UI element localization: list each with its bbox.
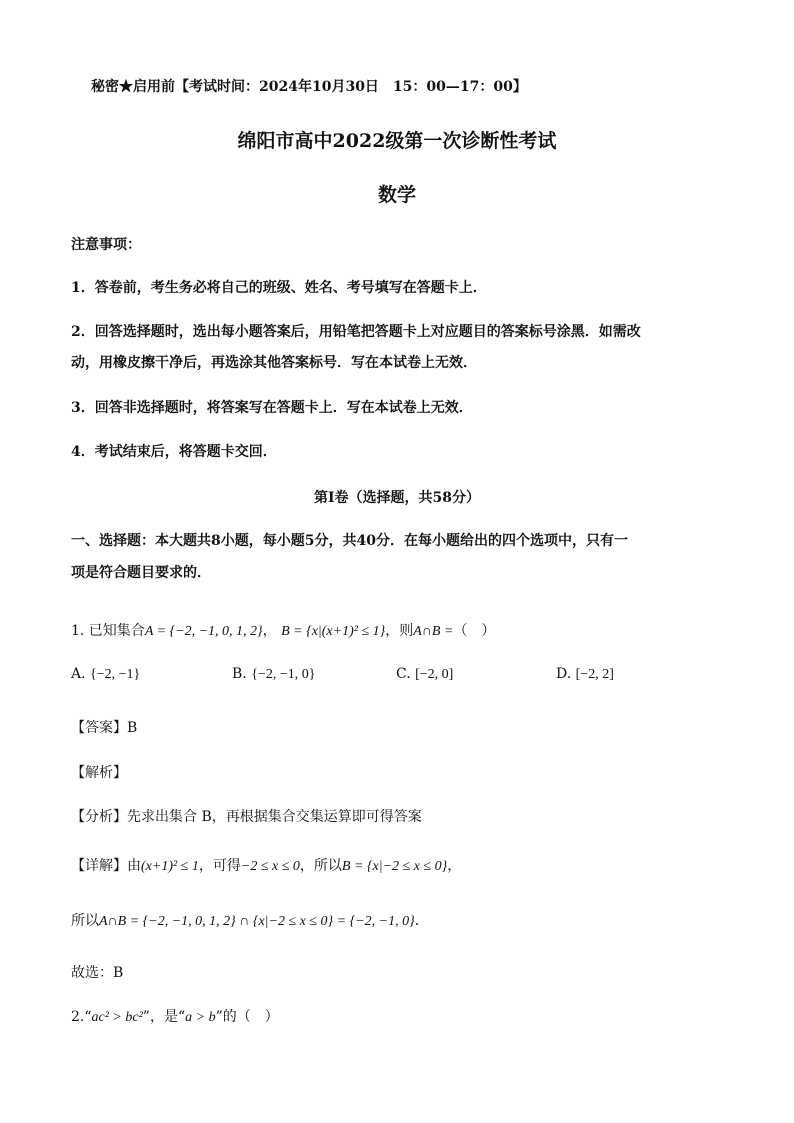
question-1-set-a: A = {−2, −1, 0, 1, 2} xyxy=(144,624,263,639)
option-c xyxy=(396,666,453,683)
option-d-value: [−2, 2] xyxy=(575,667,614,682)
question-1-paren: （ ） xyxy=(453,623,496,639)
question-1-expr: A∩B = xyxy=(413,624,454,639)
question-1-stem xyxy=(71,620,495,640)
section-intro-line1: 一、选择题：本大题共8小题，每小题5分，共40分．在每小题给出的四个选项中，只有一 xyxy=(71,533,628,549)
option-c-label: C. xyxy=(396,666,411,682)
question-2-mid: ”，是“ xyxy=(142,1009,186,1025)
subject-title: 数学 xyxy=(377,184,416,206)
detail-inequality: (x+1)² ≤ 1 xyxy=(141,859,199,874)
question-1-prefix: 1. 已知集合 xyxy=(71,623,145,639)
notice-item-3: 3．回答非选择题时，将答案写在答题卡上．写在本试卷上无效． xyxy=(71,400,473,416)
option-a-label: A. xyxy=(71,666,86,682)
option-a xyxy=(71,666,140,683)
notice-item-2-cont: 动，用橡皮擦干净后，再选涂其他答案标号．写在本试卷上无效． xyxy=(71,355,477,371)
detail-end: ， xyxy=(447,858,462,874)
notice-item-1: 1．答卷前，考生务必将自己的班级、姓名、考号填写在答题卡上． xyxy=(71,280,487,296)
section-title: 第Ⅰ卷（选择题，共58分） xyxy=(313,490,481,506)
option-d xyxy=(556,666,614,683)
notice-item-2: 2．回答选择题时，选出每小题答案后，用铅笔把答题卡上对应题目的答案标号涂黑．如需改 xyxy=(71,324,641,340)
exam-title: 绵阳市高中2022级第一次诊断性考试 xyxy=(237,130,557,152)
detail-label: 【详解】由 xyxy=(71,858,141,874)
final-choice: 故选：B xyxy=(71,965,124,981)
detail-so: ，所以 xyxy=(299,858,342,874)
result-end: ． xyxy=(414,913,429,929)
analysis-result xyxy=(71,910,429,930)
analysis-heading: 【解析】 xyxy=(71,765,127,781)
notice-heading: 注意事项： xyxy=(71,237,141,253)
result-prefix: 所以 xyxy=(71,913,99,929)
question-2-prefix: 2.“ xyxy=(71,1009,92,1025)
analysis-fenxi: 【分析】先求出集合 B，再根据集合交集运算即可得答案 xyxy=(71,809,422,825)
option-a-value: {−2, −1} xyxy=(90,667,141,682)
option-d-label: D. xyxy=(556,666,572,682)
option-b-label: B. xyxy=(232,666,247,682)
detail-range: −2 ≤ x ≤ 0 xyxy=(240,859,300,874)
question-1-set-b: B = {x|(x+1)² ≤ 1} xyxy=(281,624,386,639)
detail-set-b: B = {x|−2 ≤ x ≤ 0} xyxy=(341,859,448,874)
question-1-then: ，则 xyxy=(385,623,414,639)
option-c-value: [−2, 0] xyxy=(415,667,454,682)
option-b-value: {−2, −1, 0} xyxy=(251,667,316,682)
question-2-suffix: ”的（ ） xyxy=(215,1009,279,1025)
exam-time-header: 秘密★启用前【考试时间：2024年10月30日 15：00—17：00】 xyxy=(91,79,527,95)
notice-item-4: 4．考试结束后，将答题卡交回． xyxy=(71,444,277,460)
section-intro-line2: 项是符合题目要求的． xyxy=(71,565,211,581)
analysis-detail xyxy=(71,855,461,875)
question-2-stem xyxy=(71,1006,279,1026)
question-2-cond1: ac² > bc² xyxy=(91,1010,143,1025)
question-2-cond2: a > b xyxy=(185,1010,216,1025)
option-b xyxy=(232,666,315,683)
result-expression: A∩B = {−2, −1, 0, 1, 2} ∩ {x|−2 ≤ x ≤ 0} = {−2, −1, 0} xyxy=(99,914,415,929)
answer-line: 【答案】B xyxy=(71,720,138,736)
detail-mid: ，可得 xyxy=(198,858,241,874)
question-1-comma: ， xyxy=(262,623,277,639)
